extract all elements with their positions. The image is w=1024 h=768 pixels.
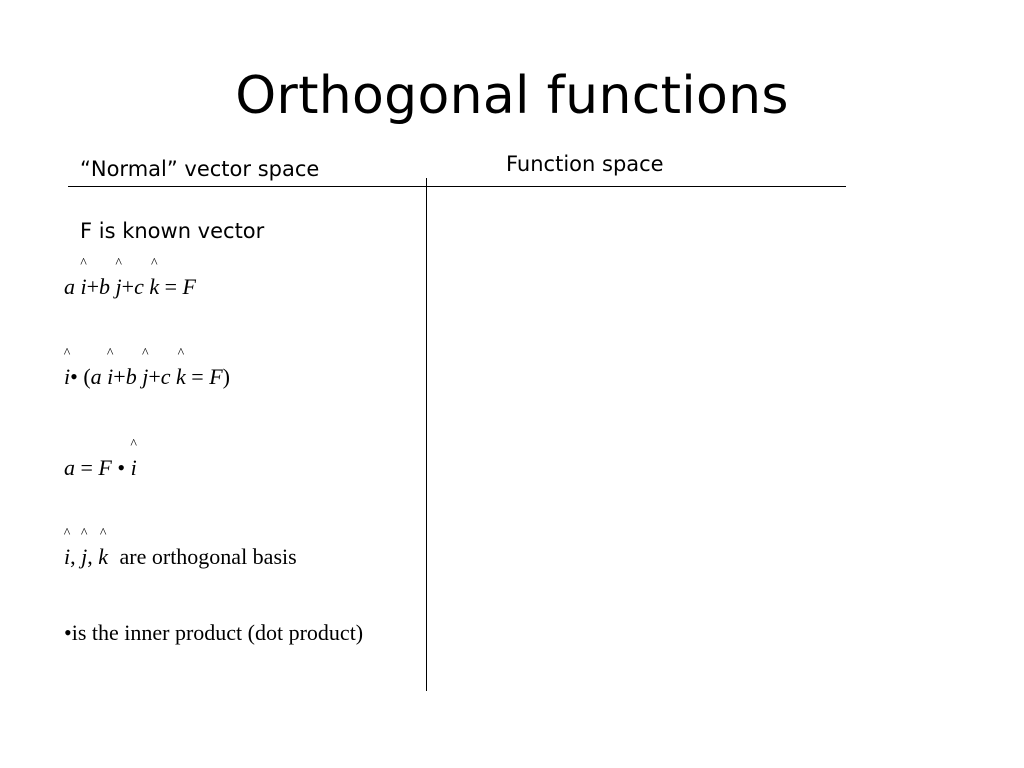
known-vector-note: F is known vector <box>80 219 265 243</box>
orthogonal-basis-statement: ^ i, ^ j, ^ k are orthogonal basis <box>64 544 297 570</box>
slide-title: Orthogonal functions <box>235 66 789 126</box>
function-space-header: Function space <box>506 152 664 176</box>
header-divider-line <box>68 186 846 187</box>
inner-product-text: is the inner product (dot product) <box>71 620 364 645</box>
inner-product-statement: •is the inner product (dot product) <box>64 620 364 645</box>
equation-vector-sum: a ^ i+b ^ j+c ^ k = F <box>64 274 196 300</box>
normal-vector-space-header: “Normal” vector space <box>80 157 320 181</box>
equation-dot-both-sides: ^ i• (a ^ i+b ^ j+c ^ k = F) <box>64 364 230 390</box>
column-divider-line <box>426 178 427 691</box>
equation-coefficient-a: a = F • ^ i <box>64 455 137 481</box>
basis-text: are orthogonal basis <box>119 544 297 569</box>
